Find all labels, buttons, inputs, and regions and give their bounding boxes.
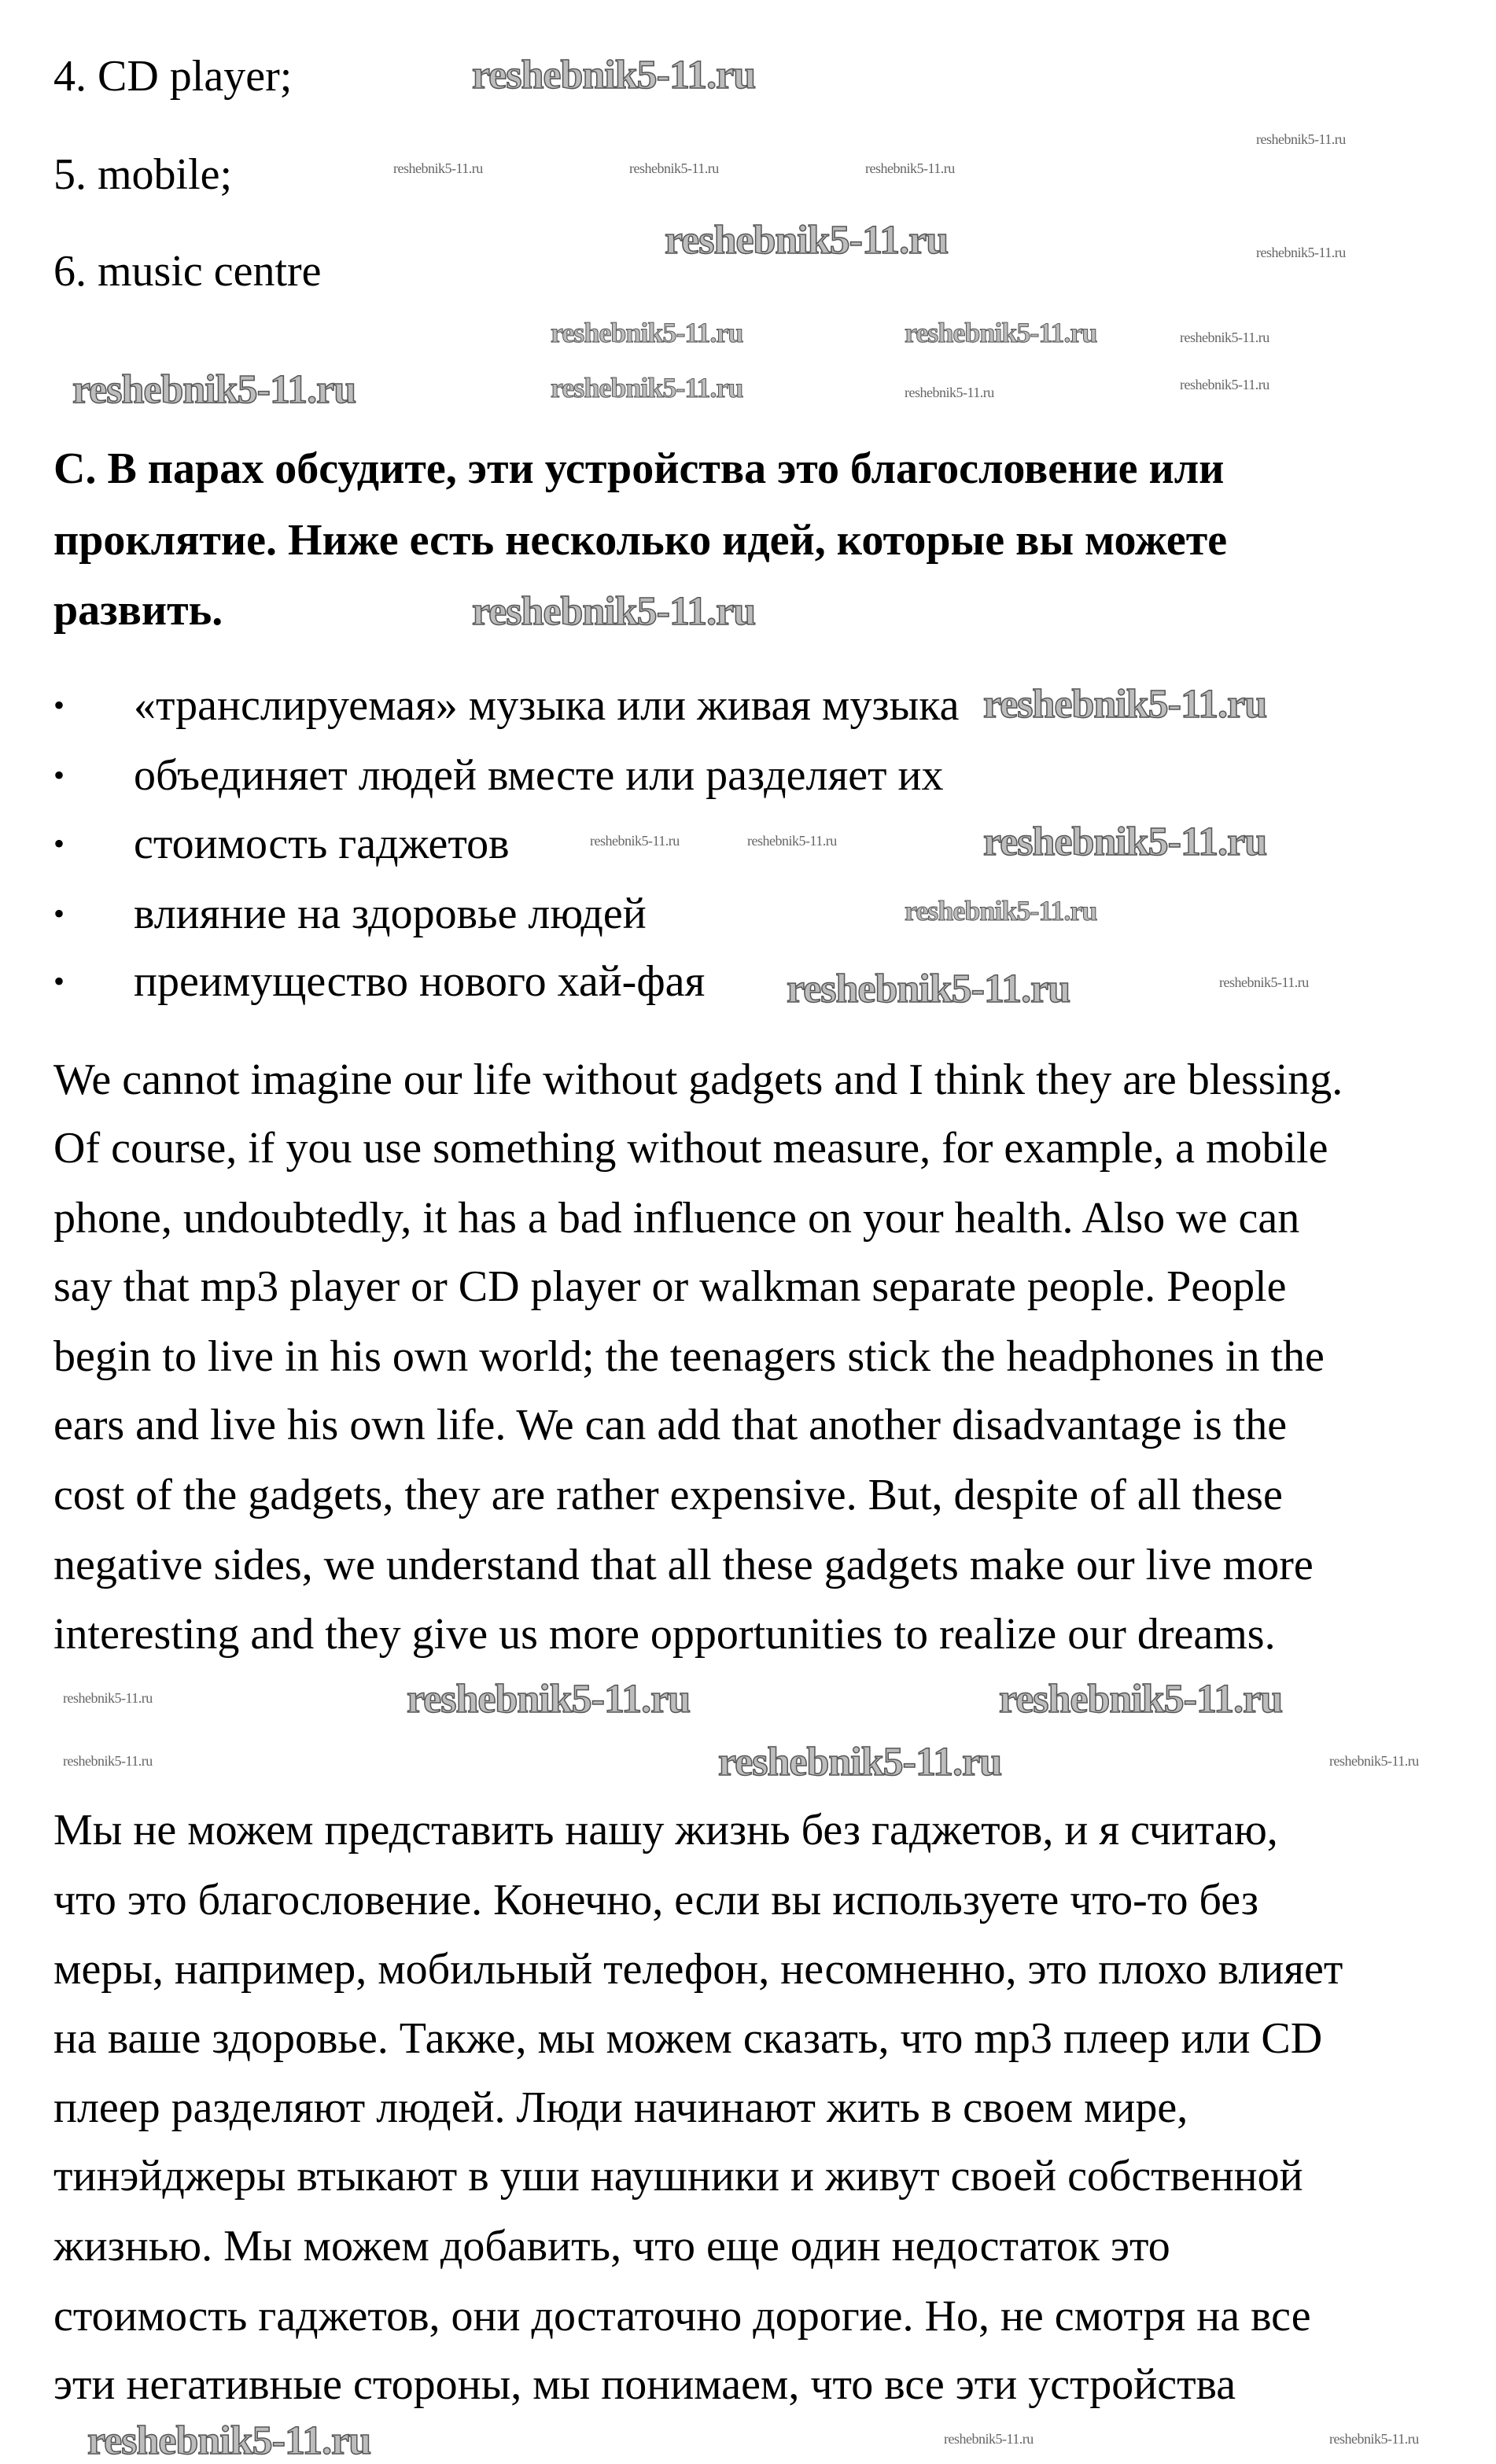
bullet-text: влияние на здоровье людей	[134, 889, 647, 938]
bullet-icon: •	[53, 896, 65, 931]
bullet-icon: •	[53, 687, 65, 723]
bullet-item	[53, 741, 944, 810]
watermark: reshebnik5-11.ru	[63, 1690, 153, 1706]
bullet-item	[53, 947, 705, 1016]
task-heading-line: развить.	[53, 586, 223, 635]
watermark: reshebnik5-11.ru	[1180, 377, 1269, 392]
russian-line: на ваше здоровье. Также, мы можем сказать, что mp3 плеер или CD	[53, 2014, 1323, 2063]
watermark: reshebnik5-11.ru	[905, 895, 1097, 926]
bullet-icon: •	[53, 826, 65, 861]
russian-line: меры, например, мобильный телефон, несомненно, это плохо влияет	[53, 1945, 1343, 1994]
watermark: reshebnik5-11.ru	[999, 1677, 1283, 1722]
watermark: reshebnik5-11.ru	[1219, 974, 1309, 990]
task-heading-line: C. В парах обсудите, эти устройства это благословение или	[53, 444, 1225, 493]
watermark: reshebnik5-11.ru	[1329, 2431, 1419, 2447]
watermark: reshebnik5-11.ru	[551, 317, 743, 348]
bullet-icon: •	[53, 757, 65, 793]
english-line: begin to live in his own world; the teenagers stick the headphones in the	[53, 1332, 1325, 1381]
watermark: reshebnik5-11.ru	[629, 160, 719, 176]
list-item: 5. mobile;	[53, 150, 233, 199]
watermark: reshebnik5-11.ru	[1329, 1753, 1419, 1769]
watermark: reshebnik5-11.ru	[1256, 245, 1346, 260]
russian-line: что это благословение. Конечно, если вы используете что-то без	[53, 1876, 1258, 1924]
watermark: reshebnik5-11.ru	[905, 317, 1097, 348]
watermark: reshebnik5-11.ru	[665, 218, 949, 263]
russian-line: эти негативные стороны, мы понимаем, что все эти устройства	[53, 2360, 1236, 2409]
watermark: reshebnik5-11.ru	[983, 682, 1267, 727]
english-line: say that mp3 player or CD player or walkman separate people. People	[53, 1262, 1287, 1311]
list-item: 4. CD player;	[53, 52, 293, 101]
watermark: reshebnik5-11.ru	[407, 1677, 691, 1722]
watermark: reshebnik5-11.ru	[551, 372, 743, 403]
english-line: We cannot imagine our life without gadgets and I think they are blessing.	[53, 1055, 1343, 1104]
watermark: reshebnik5-11.ru	[905, 385, 994, 400]
watermark: reshebnik5-11.ru	[1256, 131, 1346, 147]
watermark: reshebnik5-11.ru	[787, 967, 1070, 1011]
bullet-text: «транслируемая» музыка или живая музыка	[134, 681, 960, 730]
watermark: reshebnik5-11.ru	[590, 833, 680, 849]
english-line: negative sides, we understand that all these gadgets make our live more	[53, 1541, 1314, 1589]
bullet-text: объединяет людей вместе или разделяет их	[134, 751, 944, 800]
watermark: reshebnik5-11.ru	[72, 367, 356, 412]
russian-line: Мы не можем представить нашу жизнь без гаджетов, и я считаю,	[53, 1806, 1278, 1854]
bullet-text: стоимость гаджетов	[134, 819, 510, 868]
bullet-item	[53, 879, 647, 948]
english-line: interesting and they give us more opportunities to realize our dreams.	[53, 1610, 1276, 1659]
english-line: cost of the gadgets, they are rather expensive. But, despite of all these	[53, 1471, 1283, 1519]
bullet-icon: •	[53, 963, 65, 999]
watermark: reshebnik5-11.ru	[944, 2431, 1034, 2447]
watermark: reshebnik5-11.ru	[1180, 330, 1269, 345]
bullet-text: преимущество нового хай-фая	[134, 957, 706, 1006]
watermark: reshebnik5-11.ru	[393, 160, 483, 176]
english-line: phone, undoubtedly, it has a bad influence on your health. Also we can	[53, 1194, 1300, 1243]
watermark: reshebnik5-11.ru	[718, 1740, 1002, 1784]
russian-line: жизнью. Мы можем добавить, что еще один недостаток это	[53, 2222, 1170, 2271]
russian-line: плеер разделяют людей. Люди начинают жить в своем мире,	[53, 2083, 1188, 2132]
bullet-item	[53, 809, 510, 878]
watermark: reshebnik5-11.ru	[87, 2418, 371, 2463]
watermark: reshebnik5-11.ru	[747, 833, 837, 849]
russian-line: стоимость гаджетов, они достаточно дорогие. Но, не смотря на все	[53, 2292, 1311, 2341]
bullet-item	[53, 671, 959, 740]
english-line: ears and live his own life. We can add that another disadvantage is the	[53, 1401, 1288, 1449]
watermark: reshebnik5-11.ru	[472, 589, 756, 634]
watermark: reshebnik5-11.ru	[63, 1753, 153, 1769]
watermark: reshebnik5-11.ru	[983, 819, 1267, 864]
task-heading-line: проклятие. Ниже есть несколько идей, которые вы можете	[53, 516, 1228, 565]
russian-line: тинэйджеры втыкают в уши наушники и живут своей собственной	[53, 2152, 1303, 2201]
watermark: reshebnik5-11.ru	[865, 160, 955, 176]
watermark: reshebnik5-11.ru	[472, 53, 756, 98]
english-line: Of course, if you use something without measure, for example, a mobile	[53, 1124, 1328, 1173]
list-item: 6. music centre	[53, 247, 322, 296]
